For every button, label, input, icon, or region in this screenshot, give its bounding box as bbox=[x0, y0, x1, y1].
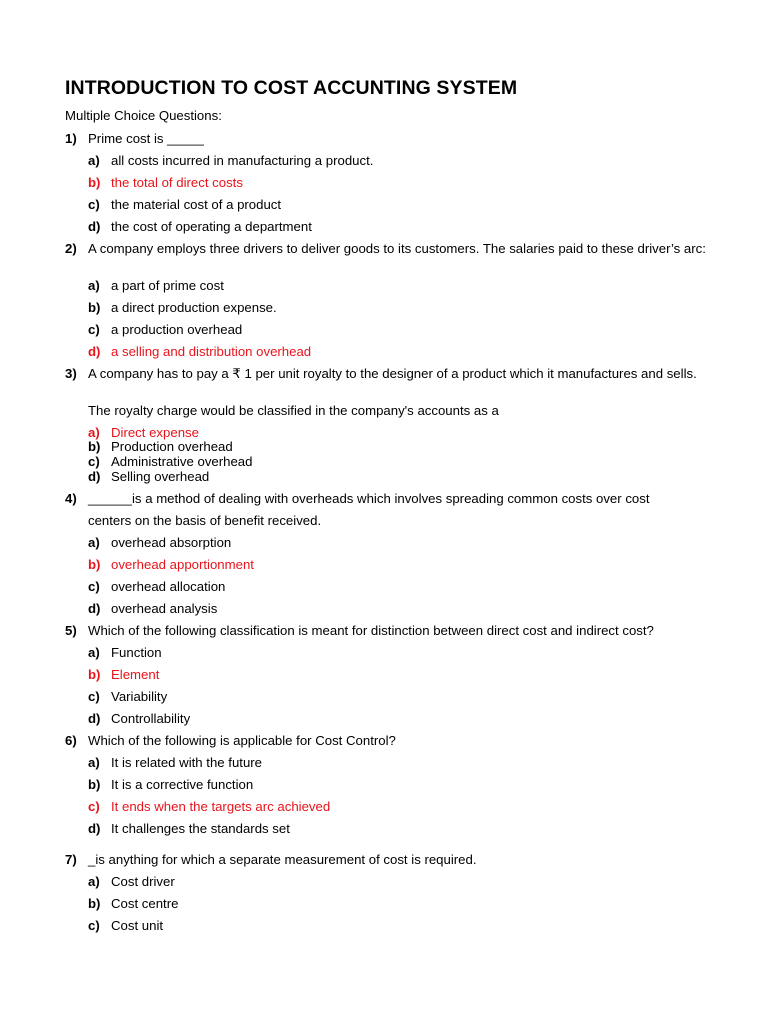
option-text-answer: Element bbox=[111, 667, 160, 682]
option-letter: b) bbox=[88, 300, 101, 315]
option-letter-answer: c) bbox=[88, 799, 100, 814]
option-letter: d) bbox=[88, 601, 101, 616]
option-letter-answer: d) bbox=[88, 344, 101, 359]
option-text: a part of prime cost bbox=[111, 278, 224, 293]
option-text: a production overhead bbox=[111, 322, 243, 337]
option-letter: d) bbox=[88, 821, 101, 836]
option-letter: c) bbox=[88, 579, 100, 594]
option-text: Cost centre bbox=[111, 896, 179, 911]
option-text: It challenges the standards set bbox=[111, 821, 290, 836]
option-letter: d) bbox=[88, 219, 101, 234]
option-letter: a) bbox=[88, 874, 100, 889]
section-subtitle: Multiple Choice Questions: bbox=[65, 108, 222, 123]
option-text: Production overhead bbox=[111, 439, 233, 454]
option-text: It is a corrective function bbox=[111, 777, 254, 792]
option-text: Variability bbox=[111, 689, 168, 704]
option-letter: c) bbox=[88, 454, 100, 469]
option-letter-answer: a) bbox=[88, 425, 100, 440]
option-text: It is related with the future bbox=[111, 755, 262, 770]
option-letter: a) bbox=[88, 278, 100, 293]
option-letter: a) bbox=[88, 153, 100, 168]
page-title: INTRODUCTION TO COST ACCUNTING SYSTEM bbox=[65, 77, 518, 99]
option-text: overhead absorption bbox=[111, 535, 232, 550]
option-text: Cost driver bbox=[111, 874, 175, 889]
option-text: the material cost of a product bbox=[111, 197, 282, 212]
option-letter: d) bbox=[88, 711, 101, 726]
option-letter: c) bbox=[88, 689, 100, 704]
question-text: Which of the following classification is meant for distinction between direct cost and indirect cost? bbox=[88, 623, 654, 638]
option-text-answer: It ends when the targets arc achieved bbox=[111, 799, 331, 814]
option-letter-answer: b) bbox=[88, 667, 101, 682]
option-text: a direct production expense. bbox=[111, 300, 277, 315]
question-text: _is anything for which a separate measurement of cost is required. bbox=[88, 852, 477, 867]
option-letter: c) bbox=[88, 197, 100, 212]
option-text: overhead allocation bbox=[111, 579, 226, 594]
question-text-continued: centers on the basis of benefit received. bbox=[88, 513, 322, 528]
option-letter-answer: b) bbox=[88, 175, 101, 190]
option-letter: c) bbox=[88, 918, 100, 933]
question-text-continued: The royalty charge would be classified in the company's accounts as a bbox=[88, 403, 499, 418]
option-text: all costs incurred in manufacturing a product. bbox=[111, 153, 374, 168]
option-text-answer: a selling and distribution overhead bbox=[111, 344, 312, 359]
question-number: 7) bbox=[65, 852, 77, 867]
question-text: Which of the following is applicable for Cost Control? bbox=[88, 733, 396, 748]
option-text: Selling overhead bbox=[111, 469, 210, 484]
question-number: 2) bbox=[65, 241, 77, 256]
option-letter: b) bbox=[88, 777, 101, 792]
option-text: Administrative overhead bbox=[111, 454, 253, 469]
option-letter-answer: b) bbox=[88, 557, 101, 572]
option-letter: b) bbox=[88, 439, 101, 454]
option-text: Function bbox=[111, 645, 162, 660]
option-text: overhead analysis bbox=[111, 601, 218, 616]
option-letter: a) bbox=[88, 645, 100, 660]
question-text: A company employs three drivers to deliver goods to its customers. The salaries paid to these driver’s arc: bbox=[88, 241, 706, 256]
question-number: 5) bbox=[65, 623, 77, 638]
option-letter: d) bbox=[88, 469, 101, 484]
option-text: Cost unit bbox=[111, 918, 164, 933]
question-text: Prime cost is _____ bbox=[88, 131, 204, 146]
question-number: 4) bbox=[65, 491, 77, 506]
question-number: 1) bbox=[65, 131, 77, 146]
option-letter: a) bbox=[88, 535, 100, 550]
option-text: Controllability bbox=[111, 711, 191, 726]
option-text-answer: overhead apportionment bbox=[111, 557, 254, 572]
option-letter: b) bbox=[88, 896, 101, 911]
option-text: the cost of operating a department bbox=[111, 219, 312, 234]
question-number: 3) bbox=[65, 366, 77, 381]
question-number: 6) bbox=[65, 733, 77, 748]
question-text: A company has to pay a ₹ 1 per unit royalty to the designer of a product which it manufactures and sells. bbox=[88, 366, 697, 381]
option-letter: a) bbox=[88, 755, 100, 770]
option-letter: c) bbox=[88, 322, 100, 337]
option-text-answer: the total of direct costs bbox=[111, 175, 243, 190]
option-text-answer: Direct expense bbox=[111, 425, 199, 440]
question-text: ______is a method of dealing with overheads which involves spreading common costs over cost bbox=[88, 491, 650, 506]
